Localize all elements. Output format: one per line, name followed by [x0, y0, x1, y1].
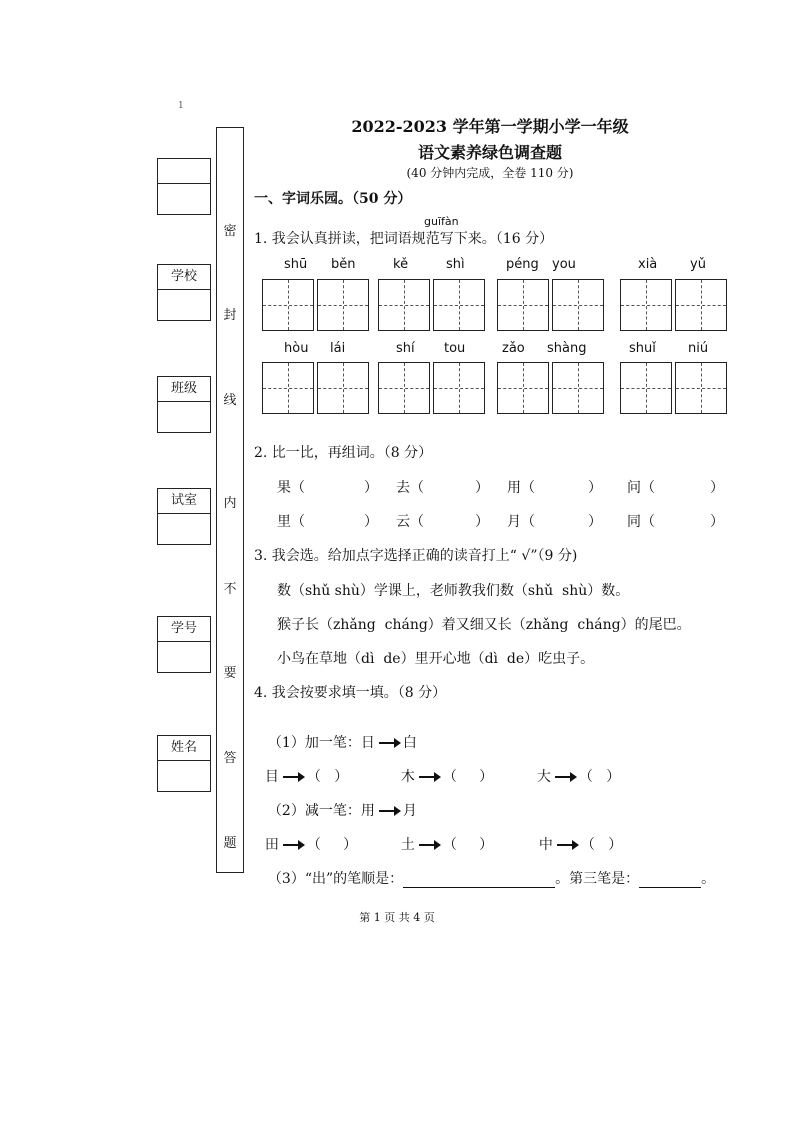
- q4-char: 大: [536, 769, 551, 785]
- word-close: ）: [364, 480, 378, 496]
- q4-part3-label: （3）“出”的笔顺是：: [267, 871, 404, 887]
- answer-blank[interactable]: （ ）: [306, 769, 349, 785]
- pinyin: hòu: [284, 341, 309, 356]
- arrow-icon: [555, 776, 575, 778]
- word-close: ）: [710, 514, 724, 530]
- writing-cell[interactable]: [378, 279, 430, 331]
- top-blank-box: [157, 158, 211, 215]
- q3-text: 3. 我会选。给加点字选择正确的读音打上“ √”（9 分): [254, 548, 578, 564]
- arrow-icon: [283, 844, 303, 846]
- word-close: ）: [364, 514, 378, 530]
- q4-char: 田: [264, 837, 279, 853]
- q4-part2-items: [392, 818, 493, 854]
- third-stroke-blank[interactable]: [639, 873, 701, 888]
- writing-cell[interactable]: [262, 362, 314, 414]
- q4-text: 4. 我会按要求填一填。（8 分）: [254, 685, 447, 701]
- q2-text: 2. 比一比，再组词。（8 分）: [254, 445, 433, 461]
- q4-part2-items: [530, 818, 622, 854]
- writing-grid-pair: [262, 279, 372, 331]
- writing-grid-pair: [497, 362, 607, 414]
- pinyin: shì: [446, 257, 465, 272]
- room-box: [157, 488, 211, 545]
- word-prompt: 用（: [507, 480, 535, 496]
- pinyin: xià: [638, 257, 658, 272]
- guifan-ruby: guīfàn: [424, 215, 459, 228]
- writing-cell[interactable]: [433, 362, 485, 414]
- seal-char: 内: [223, 496, 237, 511]
- q4-part1-result: 白: [402, 735, 417, 751]
- q4-part1: [259, 716, 417, 752]
- q4-part2-result: 月: [402, 803, 417, 819]
- seal-char: 密: [223, 224, 237, 239]
- arrow-icon: [379, 810, 399, 812]
- writing-cell[interactable]: [552, 279, 604, 331]
- pinyin: shàng: [547, 341, 587, 356]
- q1-text: 1. 我会认真拼读，把词语规范写下来。（16 分）: [254, 231, 554, 247]
- word-prompt: 云（: [396, 514, 424, 530]
- pinyin: shí: [396, 341, 415, 356]
- writing-grid-pair: [497, 279, 607, 331]
- q3-line: 数（shǔ shù）学课上，老师教我们数（shǔ shù）数。: [277, 583, 630, 599]
- q4-part3-mid: 。第三笔是：: [555, 871, 640, 887]
- class-label: 班级: [158, 377, 210, 402]
- word-prompt: 去（: [396, 480, 424, 496]
- pinyin: shū: [284, 257, 308, 272]
- writing-cell[interactable]: [620, 279, 672, 331]
- q4-part2: [259, 784, 417, 820]
- writing-cell[interactable]: [317, 279, 369, 331]
- pinyin: péng: [506, 257, 539, 272]
- q4-part2-items: [256, 818, 357, 854]
- writing-cell[interactable]: [675, 362, 727, 414]
- q4-char: 目: [264, 769, 279, 785]
- pinyin: shuǐ: [629, 341, 656, 356]
- seal-char: 封: [223, 308, 237, 323]
- word-close: ）: [475, 480, 489, 496]
- name-label: 姓名: [158, 736, 210, 761]
- pinyin: tou: [444, 341, 466, 356]
- student-id-box: [157, 616, 211, 673]
- stroke-order-blank[interactable]: [403, 873, 555, 888]
- arrow-icon: [419, 844, 439, 846]
- word-close: ）: [588, 480, 602, 496]
- pinyin: zǎo: [502, 341, 525, 356]
- answer-blank[interactable]: （ ）: [442, 837, 494, 853]
- word-close: ）: [475, 514, 489, 530]
- writing-cell[interactable]: [497, 362, 549, 414]
- arrow-icon: [379, 742, 399, 744]
- answer-blank[interactable]: （ ）: [580, 837, 623, 853]
- school-field[interactable]: [158, 290, 210, 320]
- name-box: [157, 735, 211, 792]
- answer-blank[interactable]: （ ）: [306, 837, 358, 853]
- student-id-label: 学号: [158, 617, 210, 642]
- word-prompt: 同（: [627, 514, 655, 530]
- writing-grid-pair: [620, 362, 730, 414]
- arrow-icon: [283, 776, 303, 778]
- exam-subtitle: 语文素养绿色调查题: [417, 143, 562, 162]
- writing-cell[interactable]: [262, 279, 314, 331]
- word-prompt: 月（: [507, 514, 535, 530]
- q4-char: 中: [538, 837, 553, 853]
- class-field[interactable]: [158, 402, 210, 432]
- seal-line-column: [216, 127, 244, 873]
- pinyin: běn: [331, 257, 356, 272]
- school-label: 学校: [158, 265, 210, 290]
- seal-char: 题: [223, 836, 237, 851]
- seal-char: 要: [223, 666, 237, 681]
- word-prompt: 问（: [627, 480, 655, 496]
- answer-blank[interactable]: （ ）: [578, 769, 621, 785]
- pinyin: you: [552, 257, 576, 272]
- writing-cell[interactable]: [317, 362, 369, 414]
- name-field[interactable]: [158, 761, 210, 791]
- writing-grid-pair: [262, 362, 372, 414]
- q3-line: 小鸟在草地（dì de）里开心地（dì de）吃虫子。: [277, 651, 595, 667]
- word-close: ）: [588, 514, 602, 530]
- word-prompt: 里（: [277, 514, 305, 530]
- word-close: ）: [710, 480, 724, 496]
- answer-blank[interactable]: （ ）: [442, 769, 494, 785]
- writing-cell[interactable]: [675, 279, 727, 331]
- q4-part3: [259, 852, 715, 888]
- q3-line: 猴子长（zhǎng cháng）着又细又长（zhǎng cháng）的尾巴。: [277, 617, 691, 633]
- writing-cell[interactable]: [620, 362, 672, 414]
- room-field[interactable]: [158, 514, 210, 544]
- writing-cell[interactable]: [497, 279, 549, 331]
- seal-char: 不: [223, 582, 237, 597]
- pinyin: lái: [330, 341, 346, 356]
- page-footer: 第 1 页 共 4 页: [359, 911, 435, 924]
- q4-part1-items: [392, 750, 493, 786]
- school-box: [157, 264, 211, 321]
- seal-char: 线: [223, 393, 237, 408]
- section-heading: 一、字词乐园。（50 分）: [254, 191, 412, 207]
- room-label: 试室: [158, 489, 210, 514]
- q4-part1-items: [528, 750, 620, 786]
- q4-char: 土: [400, 837, 415, 853]
- class-box: [157, 376, 211, 433]
- writing-grid-pair: [378, 279, 488, 331]
- pinyin: kě: [393, 257, 409, 272]
- writing-grid-pair: [378, 362, 488, 414]
- writing-cell[interactable]: [552, 362, 604, 414]
- q4-part1-items: [256, 750, 348, 786]
- writing-grid-pair: [620, 279, 730, 331]
- writing-cell[interactable]: [378, 362, 430, 414]
- student-id-field[interactable]: [158, 642, 210, 672]
- seal-char: 答: [223, 751, 237, 766]
- arrow-icon: [419, 776, 439, 778]
- q4-part3-end: 。: [701, 871, 716, 887]
- q4-char: 木: [400, 769, 415, 785]
- exam-title: 2022-2023 学年第一学期小学一年级: [351, 117, 629, 136]
- pinyin: niú: [688, 341, 709, 356]
- page-mark: 1: [178, 101, 184, 111]
- pinyin: yǔ: [690, 257, 706, 272]
- q4-part1-label: （1）加一笔：日: [267, 735, 375, 751]
- arrow-icon: [557, 844, 577, 846]
- exam-note: (40 分钟内完成，全卷 110 分): [406, 166, 574, 180]
- word-prompt: 果（: [277, 480, 305, 496]
- writing-cell[interactable]: [433, 279, 485, 331]
- q4-part2-label: （2）减一笔：用: [267, 803, 375, 819]
